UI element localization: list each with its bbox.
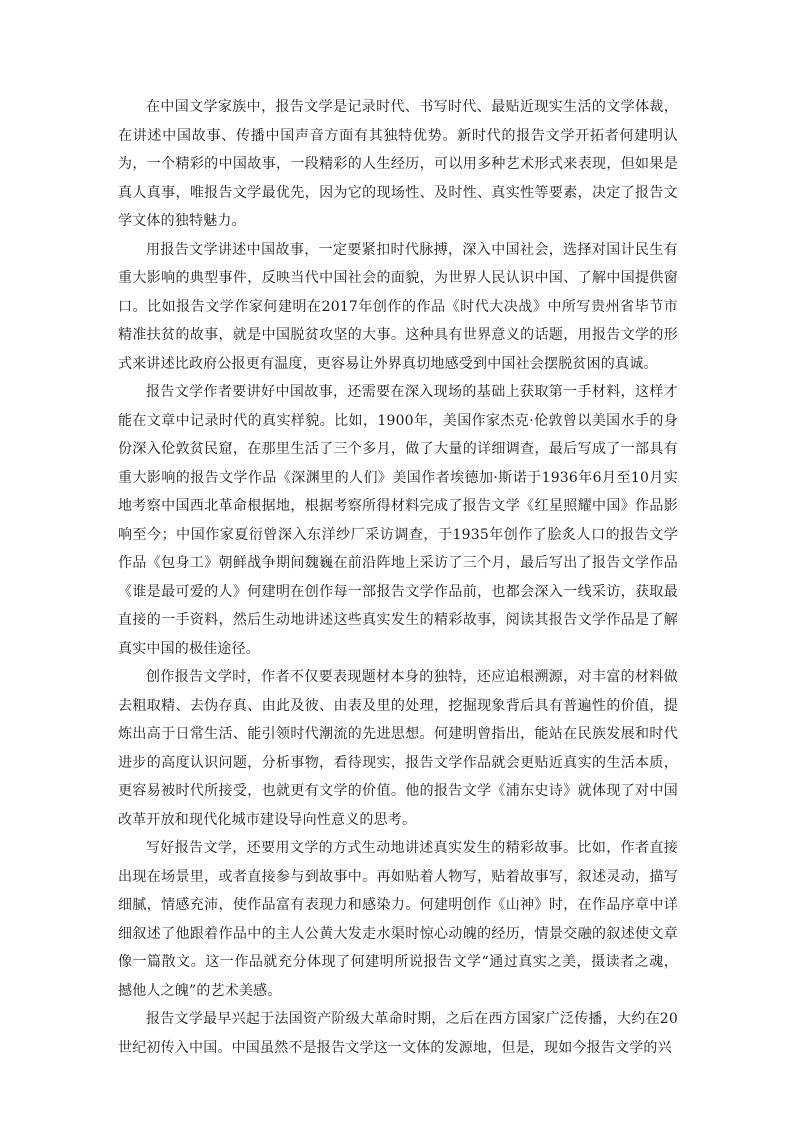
paragraph-5: 写好报告文学，还要用文学的方式生动地讲述真实发生的精彩故事。比如，作者直接出现在场景里，或者直接参与到故事中。再如贴着人物写，贴着故事写，叙述灵动，描写细腻，情感充沛，使作品富有表现力和感染力。何建明创作《山神》时，在作品序章中详细叙述了他跟着作品中的主人公黄大发走水渠时惊心动魄的经历，情景交融的叙述使文章像一篇散文。这一作品就充分体现了何建明所说报告文学“通过真实之美，摄读者之魂，撼他人之魄”的艺术美感。 bbox=[118, 840, 678, 999]
paragraph-4: 创作报告文学时，作者不仅要表现题材本身的独特，还应追根溯源，对丰富的材料做去粗取精、去伪存真、由此及彼、由表及里的处理，挖掘现象背后具有普遍性的价值，提炼出高于日常生活、能引领时代潮流的先进思想。何建明曾指出，能站在民族发展和时代进步的高度认识问题，分析事物，看待现实，报告文学作品就会更贴近真实的生活本质，更容易被时代所接受，也就更有文学的价值。他的报告文学《浦东史诗》就体现了对中国改革开放和现代化城市建设导向性意义的思考。 bbox=[118, 669, 678, 828]
paragraph-6: 报告文学最早兴起于法国资产阶级大革命时期，之后在西方国家广泛传播，大约在20世纪初传入中国。中国虽然不是报告文学这一文体的发源地，但是，现如今报告文学的兴 bbox=[118, 1011, 678, 1056]
article-body bbox=[118, 93, 678, 1062]
paragraph-3: 报告文学作者要讲好中国故事，还需要在深入现场的基础上获取第一手材料，这样才能在文章中记录时代的真实样貌。比如，1900年，美国作家杰克·伦敦曾以美国水手的身份深入伦敦贫民窟，在那里生活了三个多月，做了大量的详细调查，最后写成了一部具有重大影响的报告文学作品《深渊里的人们》美国作者埃德加·斯诺于1936年6月至10月实地考察中国西北革命根据地，根据考察所得材料完成了报告文学《红星照耀中国》作品影响至今；中国作家夏衍曾深入东洋纱厂采访调查，于1935年创作了脍炙人口的报告文学作品《包身工》朝鲜战争期间魏巍在前沿阵地上采访了三个月，最后写出了报告文学作品《谁是最可爱的人》何建明在创作每一部报告文学作品前，也都会深入一线采访，获取最直接的一手资料，然后生动地讲述这些真实发生的精彩故事，阅读其报告文学作品是了解真实中国的极佳途径。 bbox=[118, 384, 678, 657]
paragraph-1: 在中国文学家族中，报告文学是记录时代、书写时代、最贴近现实生活的文学体裁，在讲述中国故事、传播中国声音方面有其独特优势。新时代的报告文学开拓者何建明认为，一个精彩的中国故事，一段精彩的人生经历，可以用多种艺术形式来表现，但如果是真人真事，唯报告文学最优先，因为它的现场性、及时性、真实性等要素，决定了报告文学文体的独特魅力。 bbox=[118, 99, 678, 229]
paragraph-2: 用报告文学讲述中国故事，一定要紧扣时代脉搏，深入中国社会，选择对国计民生有重大影响的典型事件，反映当代中国社会的面貌，为世界人民认识中国、了解中国提供窗口。比如报告文学作家何建明在2017年创作的作品《时代大决战》中所写贵州省毕节市精准扶贫的故事，就是中国脱贫攻坚的大事。这种具有世界意义的话题，用报告文学的形式来讲述比政府公报更有温度，更容易让外界真切地感受到中国社会摆脱贫困的真诚。 bbox=[118, 241, 678, 372]
